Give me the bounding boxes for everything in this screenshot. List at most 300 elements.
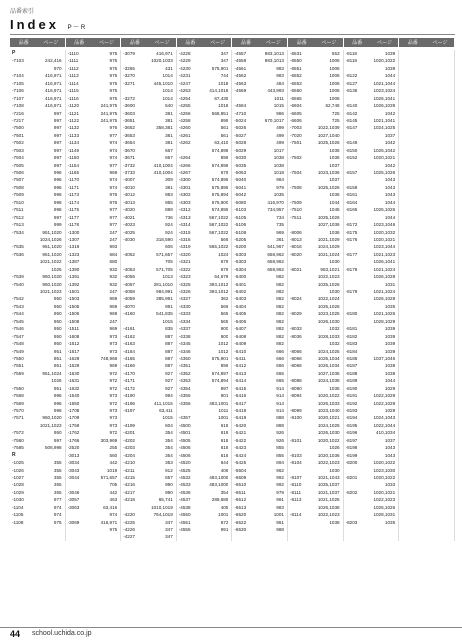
page-ref: 1025,1026	[373, 170, 396, 175]
part-number: -4525	[178, 467, 191, 473]
index-row	[179, 221, 229, 228]
index-row	[68, 102, 118, 109]
page-ref: 1043	[384, 177, 396, 183]
page-ref: 355	[53, 482, 62, 488]
part-number: -3069	[67, 519, 80, 525]
page-title	[10, 17, 85, 32]
part-number: -8195	[345, 422, 358, 428]
part-number: -5414	[234, 378, 247, 384]
page-ref: 1020,1021	[317, 415, 340, 421]
index-row	[12, 288, 62, 295]
index-row	[290, 348, 340, 355]
header-part-no: 品番	[18, 40, 29, 46]
page-ref: 882	[276, 289, 284, 294]
page-ref: 1020,1021	[373, 489, 396, 495]
index-row	[68, 162, 118, 169]
part-number: -8103	[289, 452, 302, 458]
part-number: -4201	[123, 430, 135, 436]
page-ref: 393,1012	[209, 289, 229, 294]
index-row	[68, 50, 118, 57]
index-row	[68, 437, 118, 444]
part-number: -1319	[67, 244, 80, 250]
part-number: -8090	[289, 385, 302, 391]
part-number: -4584	[234, 103, 247, 109]
index-row	[12, 333, 62, 340]
index-column	[177, 50, 233, 541]
part-number: -8182	[345, 333, 358, 339]
page-ref: 574,895	[211, 207, 229, 213]
index-row	[290, 87, 340, 94]
page-ref: 1006	[329, 95, 340, 101]
part-number: -7542	[12, 296, 24, 302]
page-ref: 1025,1026	[373, 207, 396, 213]
page-ref: 888	[276, 422, 284, 428]
index-row	[234, 288, 284, 295]
index-row	[290, 139, 340, 146]
part-number: -5041	[234, 184, 247, 190]
index-row	[290, 429, 340, 436]
index-row	[179, 57, 229, 64]
index-row	[179, 474, 229, 481]
page-ref: 1022,1024	[317, 296, 340, 302]
index-row	[290, 370, 340, 377]
page-ref: 241,975	[100, 110, 118, 116]
page-ref: 899	[220, 155, 229, 161]
part-number: -7546	[12, 326, 24, 332]
index-row	[12, 57, 62, 64]
part-number: -1501	[67, 289, 80, 294]
index-row	[68, 199, 118, 206]
part-number: -1150	[67, 155, 80, 161]
index-row	[123, 385, 173, 392]
page-ref: 1027,1035	[317, 370, 340, 376]
page-ref: 667	[165, 147, 173, 153]
page-ref: 974	[109, 140, 118, 146]
page-ref: 618	[220, 422, 229, 428]
part-number: -4261	[178, 132, 191, 138]
part-number: -6604	[289, 103, 302, 109]
page-ref: 1024,1025	[317, 422, 340, 428]
page-ref: 670,1017	[264, 117, 284, 123]
part-number: -8187	[345, 363, 358, 369]
page-ref: 979	[276, 489, 284, 495]
index-row	[179, 251, 229, 258]
page-ref: 1014	[162, 95, 173, 101]
header-part-no: 品番	[129, 40, 140, 46]
page-ref: 976	[109, 199, 118, 205]
index-row	[68, 251, 118, 258]
page-ref: 990	[165, 482, 173, 488]
part-number: -3046	[67, 489, 80, 495]
part-number: -1391	[67, 274, 80, 280]
index-row	[234, 414, 284, 421]
index-row	[346, 266, 396, 273]
index-row	[290, 481, 340, 488]
page-ref: 1020,1036	[317, 452, 340, 458]
page-ref: 899	[165, 207, 173, 213]
page-ref: 990	[165, 489, 173, 495]
index-row	[123, 206, 173, 213]
page-ref: 679	[220, 259, 229, 265]
index-row	[179, 444, 229, 451]
page-ref: 997	[53, 155, 62, 161]
page-ref: 354	[220, 489, 229, 495]
index-row	[68, 110, 118, 117]
page-ref: 997	[53, 117, 62, 123]
index-row	[179, 333, 229, 340]
page-ref: 1036	[329, 147, 340, 153]
page-ref: 565,1022	[209, 244, 229, 250]
page-ref: 1043	[384, 452, 396, 458]
index-row	[123, 154, 173, 161]
part-number: -4300	[178, 177, 191, 183]
part-number: -4163	[123, 341, 135, 347]
index-column	[288, 50, 344, 541]
part-number: -8104	[289, 460, 302, 466]
part-number: -4218	[123, 497, 135, 503]
page-ref: 1012	[218, 341, 229, 347]
part-number: -4506	[178, 452, 191, 458]
part-number: -5504	[234, 467, 247, 473]
page-ref: 975	[109, 73, 118, 79]
index-row	[179, 362, 229, 369]
page-ref: 1022,1039	[317, 125, 340, 131]
page-ref: 950,1020	[42, 274, 62, 280]
index-row	[234, 310, 284, 317]
part-number: -1387	[67, 259, 80, 265]
part-number: -1766	[67, 437, 80, 443]
index-row	[179, 110, 229, 117]
index-row	[68, 504, 118, 511]
part-number: -4231	[178, 73, 191, 79]
page-ref: 684	[109, 251, 118, 257]
part-number: -4532	[178, 474, 191, 480]
index-row	[290, 496, 340, 503]
index-row	[123, 504, 173, 511]
part-number: -3034	[67, 460, 80, 466]
page-ref: 974	[109, 177, 118, 183]
page-ref: 1020,1021	[373, 155, 396, 161]
index-row	[12, 519, 62, 526]
part-number: -8150	[345, 147, 358, 153]
page-ref: 996	[53, 408, 62, 413]
index-row	[290, 318, 340, 325]
index-row	[123, 444, 173, 451]
index-row	[179, 214, 229, 221]
index-row	[290, 147, 340, 154]
part-number: -6512	[234, 497, 247, 503]
page-ref: 1022,1023	[317, 512, 340, 518]
index-row	[346, 281, 396, 288]
index-row	[346, 467, 396, 474]
page-ref: 1019	[106, 467, 118, 473]
page-ref: 974	[109, 147, 118, 153]
index-row	[179, 348, 229, 355]
part-number: -5028	[234, 140, 247, 146]
part-number: -4057	[123, 281, 135, 287]
page-ref: 996	[53, 184, 62, 190]
page-ref: 1001	[218, 415, 229, 421]
part-number: -3603	[123, 110, 135, 116]
part-number: -8192	[345, 400, 358, 406]
page-ref: 416,971	[156, 51, 173, 56]
page-ref: 443,993	[267, 88, 284, 94]
page-ref: 882	[276, 333, 284, 339]
part-number: -8099	[289, 408, 302, 413]
page-ref: 381	[165, 184, 173, 190]
page-ref: 973	[109, 415, 118, 421]
page-ref: 1025,1042	[373, 147, 396, 153]
page-ref: 1001	[218, 512, 229, 518]
index-row	[12, 50, 62, 57]
part-number: -5420	[234, 422, 247, 428]
page-ref: 416,971	[100, 519, 118, 525]
index-row	[290, 214, 340, 221]
part-number: -8140	[345, 103, 358, 109]
part-number: -4196	[123, 400, 135, 406]
index-row	[346, 310, 396, 317]
title-range: P 〜 R	[67, 25, 86, 31]
part-number: -8189	[345, 378, 358, 384]
index-row	[234, 258, 284, 265]
index-row	[12, 169, 62, 176]
index-row	[179, 318, 229, 325]
index-row	[290, 191, 340, 198]
index-row	[290, 199, 340, 206]
index-row	[123, 377, 173, 384]
index-row	[68, 139, 118, 146]
part-number: -4230	[178, 65, 191, 71]
part-number: -5026	[234, 125, 247, 131]
index-row	[68, 355, 118, 362]
index-row	[12, 437, 62, 444]
index-row	[179, 392, 229, 399]
index-row	[123, 496, 173, 503]
index-row	[123, 102, 173, 109]
page-ref: 924	[165, 229, 173, 235]
index-row	[290, 295, 340, 302]
part-number: -7548	[12, 341, 24, 347]
index-row	[346, 214, 396, 221]
part-number: -4172	[123, 385, 135, 391]
page-ref: 1043	[384, 192, 396, 198]
page-ref: 901	[220, 393, 229, 399]
index-row	[179, 236, 229, 243]
page-ref: 973	[109, 341, 118, 347]
index-row	[290, 392, 340, 399]
part-number: -4166	[123, 363, 135, 369]
index-row	[123, 281, 173, 288]
part-number: -5415	[234, 385, 247, 391]
index-row	[68, 519, 118, 526]
index-row	[12, 102, 62, 109]
index-row	[123, 124, 173, 131]
page-ref: 951,1020	[42, 244, 62, 250]
page-ref: 1023,1040	[317, 408, 340, 413]
page-ref: 897	[220, 385, 229, 391]
index-row	[179, 414, 229, 421]
index-row	[123, 348, 173, 355]
index-row	[346, 87, 396, 94]
part-number: -8088	[289, 378, 302, 384]
part-number: -1028	[12, 482, 24, 488]
part-number: -8100	[289, 415, 302, 421]
part-number: -8122	[345, 73, 358, 79]
page-ref: 318,590	[156, 236, 173, 242]
part-number: -5027	[234, 132, 247, 138]
part-number: -8142	[345, 110, 358, 116]
index-row	[123, 199, 173, 206]
index-row	[179, 169, 229, 176]
index-row	[234, 214, 284, 221]
index-row	[179, 132, 229, 139]
page-ref: 1026,1030	[317, 318, 340, 324]
page-ref: 1037,1046	[373, 355, 396, 361]
page-ref: 991	[165, 303, 173, 309]
page-ref: 1006	[329, 88, 340, 94]
index-row	[179, 162, 229, 169]
index-row	[346, 414, 396, 421]
part-number: -5418	[234, 408, 247, 413]
part-number: -8110	[289, 482, 302, 488]
page-ref: 666	[276, 348, 284, 354]
index-row	[12, 474, 62, 481]
page-ref: 355	[53, 489, 62, 495]
part-number: -5029	[234, 147, 247, 153]
page-ref: 416,971	[44, 88, 62, 94]
index-table	[10, 38, 455, 541]
index-row	[179, 65, 229, 72]
index-row	[123, 288, 173, 295]
page-ref: 393,1012	[209, 281, 229, 287]
page-ref: 950	[53, 296, 62, 302]
index-row	[68, 526, 118, 533]
part-number: -1111	[67, 58, 79, 64]
index-row	[12, 444, 62, 451]
page-ref: 657	[165, 474, 173, 480]
index-row	[179, 467, 229, 474]
part-number: -3600	[123, 103, 135, 109]
index-row	[346, 318, 396, 325]
index-row	[234, 377, 284, 384]
page-ref: 67,430	[214, 95, 229, 101]
page-ref: 347	[165, 527, 173, 532]
part-number: -1027	[12, 474, 24, 480]
index-row	[123, 162, 173, 169]
part-number: -7108	[12, 103, 24, 109]
part-number: -1629	[67, 355, 80, 361]
part-number: -8016	[289, 244, 302, 250]
index-row	[179, 325, 229, 332]
index-row	[12, 147, 62, 154]
part-number: -4164	[123, 348, 135, 354]
part-number: -4190	[123, 393, 135, 399]
index-row	[12, 258, 62, 265]
part-number: -4260	[178, 125, 191, 131]
index-row	[68, 214, 118, 221]
index-row	[290, 117, 340, 124]
index-row	[234, 407, 284, 414]
index-row	[12, 281, 62, 288]
page-ref: 1020,1022	[373, 460, 396, 466]
page-ref: 483,1000	[209, 482, 229, 488]
part-number: -7217	[12, 117, 24, 123]
page-ref: 1028,1029	[373, 318, 396, 324]
index-row	[179, 147, 229, 154]
page-ref: 347	[220, 58, 229, 64]
part-number: -7505	[12, 162, 24, 168]
part-number: -7536	[12, 251, 24, 257]
index-row	[346, 511, 396, 518]
page-ref: 255	[109, 445, 118, 451]
index-row	[290, 124, 340, 131]
part-number: -8020	[289, 251, 302, 257]
index-row	[346, 117, 396, 124]
index-row	[179, 496, 229, 503]
part-number: -7540	[12, 281, 24, 287]
part-number: -4301	[178, 184, 191, 190]
page-ref: 977	[109, 222, 118, 228]
index-row	[123, 481, 173, 488]
page-ref: 1036	[329, 192, 340, 198]
page-ref: 1036	[329, 155, 340, 161]
page-ref: 984	[276, 177, 284, 183]
index-row	[68, 65, 118, 72]
part-number: -1178	[67, 222, 80, 228]
index-row	[234, 422, 284, 429]
page-ref: 1026,1041	[373, 95, 396, 101]
index-row	[12, 124, 62, 131]
page-ref: 950	[53, 430, 62, 436]
part-number: -8179	[345, 289, 358, 294]
page-ref: 665	[276, 370, 284, 376]
index-row	[179, 72, 229, 79]
page-ref: 658,962	[267, 251, 284, 257]
index-row	[12, 95, 62, 102]
header-part-no: 品番	[352, 40, 363, 46]
index-row	[123, 80, 173, 87]
part-number: -4217	[123, 489, 135, 495]
page-ref: 1015	[162, 415, 173, 421]
part-number: -8033	[289, 326, 302, 332]
index-row	[179, 303, 229, 310]
page-ref: 855	[276, 452, 284, 458]
part-number: -4346	[178, 348, 191, 354]
index-row	[12, 229, 62, 236]
page-ref: 63,411	[159, 408, 173, 413]
index-row	[234, 496, 284, 503]
page-ref: 381	[165, 110, 173, 116]
index-row	[290, 266, 340, 273]
index-row	[179, 258, 229, 265]
page-ref: 986	[276, 110, 284, 116]
part-number: -4351	[178, 363, 191, 369]
index-row	[234, 50, 284, 57]
column-header	[288, 38, 344, 47]
part-number: -4555	[178, 527, 191, 532]
index-row	[346, 519, 396, 526]
index-row	[123, 221, 173, 228]
index-row	[12, 467, 62, 474]
page-ref: 984,991	[156, 289, 173, 294]
part-number: -4266	[178, 162, 191, 168]
page-ref: 354	[165, 437, 173, 443]
page-ref: 1020,1022	[317, 437, 340, 443]
page-ref: 241,975	[100, 117, 118, 123]
index-row	[123, 467, 173, 474]
page-ref: 416,971	[44, 103, 62, 109]
index-row	[68, 266, 118, 273]
